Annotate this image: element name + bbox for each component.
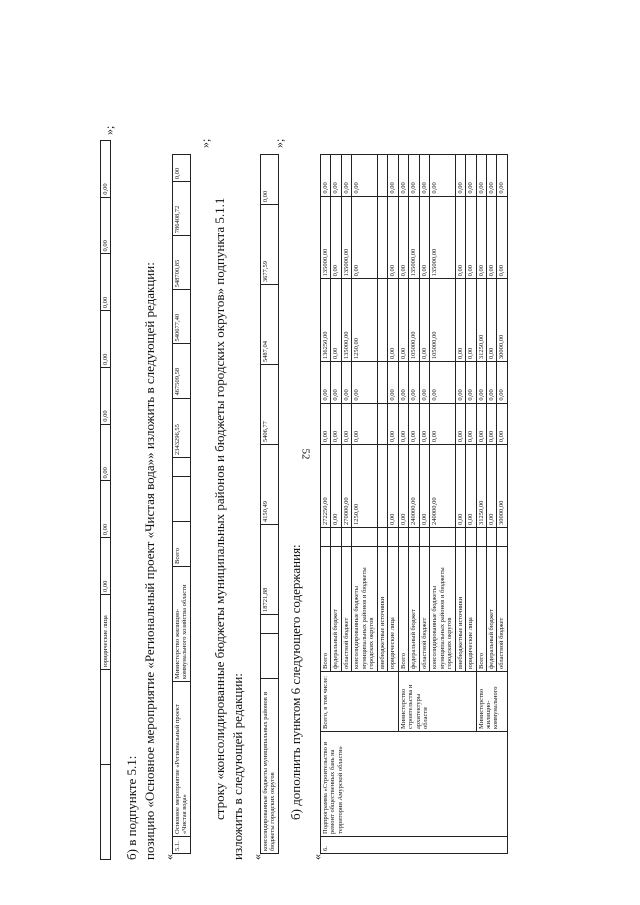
value-cell: 272250,00 (321, 445, 331, 528)
value-cell: 0,00 (101, 424, 111, 481)
value-cell: 135000,00 (341, 279, 351, 362)
open-quote: « (250, 854, 264, 860)
row-org: Всего, в том числе: (321, 672, 399, 732)
value-cell: 0,00 (388, 362, 398, 404)
value-cell: 0,00 (173, 155, 191, 182)
table-row (321, 155, 331, 854)
value-cell: 135000,00 (430, 196, 455, 279)
value-cell: 0,00 (331, 445, 341, 528)
value-cell: 0,00 (497, 196, 507, 279)
row-kind: Всего (398, 547, 408, 672)
row-kind: консолидированные бюджеты муниципальных районов и бюджеты городских округов (430, 547, 455, 672)
value-cell: 240000,00 (430, 445, 455, 528)
value-cell: 0,00 (466, 196, 476, 279)
value-cell: 0,00 (341, 403, 351, 445)
value-cell: 0,00 (331, 362, 341, 404)
value-cell: 5487,04 (261, 285, 279, 365)
value-cell: 0,00 (261, 155, 279, 205)
paragraph-b-sub: позицию «Основное мероприятие «Региональный проект «Чистая вода»» изложить в следующей редакции: (142, 262, 157, 860)
value-cell: 0,00 (476, 155, 486, 197)
value-cell: 0,00 (476, 362, 486, 404)
value-cell: 0,00 (419, 155, 429, 197)
row-kind: консолидированные бюджеты муниципальных районов и бюджеты городских округов (352, 547, 377, 672)
value-cell (377, 279, 387, 362)
value-cell: 0,00 (331, 155, 341, 197)
value-cell: 0,00 (466, 403, 476, 445)
value-cell: 0,00 (430, 362, 455, 404)
consol-row-table (260, 154, 279, 854)
value-cell: 0,00 (497, 155, 507, 197)
value-cell: 0,00 (388, 279, 398, 362)
value-cell: 270000,00 (341, 445, 351, 528)
value-cell: 540677,40 (173, 290, 191, 344)
value-cell: 0,00 (101, 481, 111, 538)
value-cell (377, 196, 387, 279)
value-cell (377, 403, 387, 445)
value-cell: 0,00 (419, 279, 429, 362)
paragraph-row-2: изложить в следующей редакции: (230, 673, 245, 860)
value-cell: 0,00 (419, 403, 429, 445)
value-cell: 0,00 (409, 155, 419, 197)
value-cell: 786408,72 (173, 182, 191, 236)
value-cell: 0,00 (398, 445, 408, 528)
value-cell: 30000,00 (497, 445, 507, 528)
value-cell: 0,00 (455, 279, 465, 362)
value-cell: 0,00 (352, 403, 377, 445)
value-cell: 0,00 (455, 196, 465, 279)
value-cell (377, 155, 387, 197)
value-cell: 0,00 (101, 538, 111, 595)
value-cell: 135000,00 (321, 196, 331, 279)
value-cell: 0,00 (409, 403, 419, 445)
value-cell: 0,00 (497, 403, 507, 445)
value-cell: 136250,00 (321, 279, 331, 362)
value-cell: 2343296,55 (173, 398, 191, 457)
value-cell: 467509,58 (173, 344, 191, 398)
value-cell: 0,00 (455, 403, 465, 445)
row-kind: юридические лица (466, 547, 476, 672)
value-cell: 0,00 (466, 445, 476, 528)
close-quote: »; (272, 138, 286, 148)
value-cell: 0,00 (430, 403, 455, 445)
value-cell: 0,00 (419, 362, 429, 404)
value-cell: 0,00 (398, 403, 408, 445)
value-cell: 0,00 (101, 368, 111, 425)
value-cell: 0,00 (352, 155, 377, 197)
row-kind: внебюджетные источники (455, 547, 465, 672)
row-51-table (172, 154, 191, 854)
value-cell: 30000,00 (497, 279, 507, 362)
value-cell: 0,00 (352, 196, 377, 279)
value-cell: 0,00 (388, 403, 398, 445)
value-cell: 0,00 (388, 445, 398, 528)
row-org: Министерство жилищно-коммунального (476, 672, 507, 732)
value-cell: 0,00 (398, 196, 408, 279)
value-cell: 0,00 (455, 362, 465, 404)
row-kind: областной бюджет (497, 547, 507, 672)
row-kind: Всего (321, 547, 331, 672)
value-cell: 0,00 (331, 196, 341, 279)
row-kind: Всего (173, 522, 191, 567)
value-cell: 0,00 (486, 196, 496, 279)
value-cell: 0,00 (466, 362, 476, 404)
value-cell: 0,00 (409, 362, 419, 404)
value-cell: 0,00 (331, 279, 341, 362)
value-cell: 0,00 (486, 279, 496, 362)
value-cell: 0,00 (101, 254, 111, 311)
open-quote: « (310, 854, 324, 860)
value-cell: 0,00 (331, 403, 341, 445)
value-cell: 0,00 (321, 362, 331, 404)
value-cell: 1250,00 (352, 445, 377, 528)
value-cell: 0,00 (321, 403, 331, 445)
table-row (173, 155, 191, 854)
value-cell: 31250,00 (476, 279, 486, 362)
row-label: юридические лица (101, 595, 111, 670)
paragraph-row: строку «консолидированные бюджеты муниципальных районов и бюджеты городских округов» подпункта 5.1.1 (212, 197, 227, 820)
paragraph-v: б) дополнить пунктом 6 следующего содержания: (288, 544, 303, 820)
value-cell: 135000,00 (409, 196, 419, 279)
value-cell (377, 362, 387, 404)
section-6-table (320, 154, 508, 854)
page-number: 52 (299, 448, 312, 460)
rotated-page-content (100, 120, 620, 860)
open-quote: « (162, 854, 176, 860)
value-cell: 0,00 (455, 445, 465, 528)
value-cell: 5406,77 (261, 365, 279, 445)
value-cell: 105000,00 (409, 279, 419, 362)
value-cell: 0,00 (455, 155, 465, 197)
row-kind: юридические лица (388, 547, 398, 672)
top-row-table (100, 140, 111, 860)
value-cell: 1250,00 (352, 279, 377, 362)
value-cell: 0,00 (466, 279, 476, 362)
value-cell: 0,00 (388, 155, 398, 197)
value-cell: 0,00 (398, 362, 408, 404)
row-kind: федеральный бюджет (486, 547, 496, 672)
value-cell: 548700,85 (173, 236, 191, 290)
row-org: Министерство жилищно-коммунального хозяйства области (173, 567, 191, 682)
table-row (261, 155, 279, 854)
row-org: Министерство строительства и архитектуры области (398, 672, 476, 732)
value-cell: 105000,00 (430, 279, 455, 362)
value-cell: 0,00 (486, 155, 496, 197)
close-quote: »; (198, 138, 212, 148)
value-cell: 0,00 (476, 196, 486, 279)
value-cell: 0,00 (101, 197, 111, 254)
row-label: консолидированные бюджеты муниципальных районов и бюджеты городских округов (261, 679, 279, 854)
row-kind: Всего (476, 547, 486, 672)
row-number: 5.1. (173, 837, 191, 854)
value-cell: 3677,59 (261, 205, 279, 285)
value-cell: 0,00 (101, 311, 111, 368)
value-cell: 0,00 (419, 445, 429, 528)
value-cell: 0,00 (352, 362, 377, 404)
value-cell: 31250,00 (476, 445, 486, 528)
value-cell: 135000,00 (341, 196, 351, 279)
close-quote: »; (102, 125, 116, 135)
value-cell: 0,00 (398, 155, 408, 197)
value-cell: 0,00 (486, 445, 496, 528)
table-row (101, 141, 111, 860)
value-cell: 4150,49 (261, 445, 279, 525)
value-cell: 0,00 (419, 196, 429, 279)
value-cell: 0,00 (341, 155, 351, 197)
value-cell (377, 445, 387, 528)
row-kind: федеральный бюджет (409, 547, 419, 672)
row-number: 6. (321, 837, 508, 854)
value-cell: 0,00 (101, 141, 111, 198)
row-kind: областной бюджет (341, 547, 351, 672)
value-cell: 18721,88 (261, 525, 279, 615)
value-cell: 0,00 (497, 362, 507, 404)
value-cell: 240000,00 (409, 445, 419, 528)
row-kind: внебюджетные источники (377, 547, 387, 672)
value-cell: 0,00 (321, 155, 331, 197)
row-name: Подпрограмма «Строительство и ремонт общественных бань на территории Амурской области» (321, 732, 508, 837)
value-cell: 0,00 (388, 196, 398, 279)
row-kind: федеральный бюджет (331, 547, 341, 672)
value-cell: 0,00 (398, 279, 408, 362)
value-cell: 0,00 (476, 403, 486, 445)
value-cell: 0,00 (430, 155, 455, 197)
value-cell: 0,00 (341, 362, 351, 404)
value-cell: 0,00 (486, 403, 496, 445)
row-name: Основное мероприятие «Региональный проект «Чистая вода» (173, 682, 191, 837)
row-kind: областной бюджет (419, 547, 429, 672)
paragraph-b: б) в подпункте 5.1: (124, 755, 139, 860)
value-cell: 0,00 (466, 155, 476, 197)
value-cell: 0,00 (486, 362, 496, 404)
